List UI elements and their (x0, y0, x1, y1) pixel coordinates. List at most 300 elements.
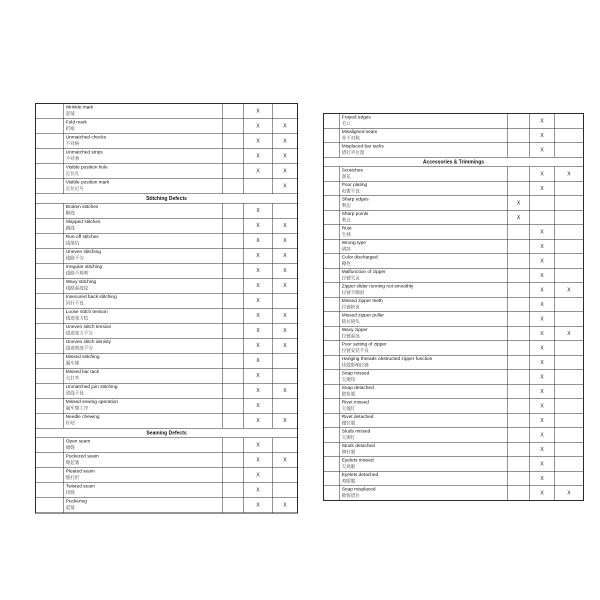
item-number-cell (36, 293, 64, 308)
severity-mark-cell-minor: X (273, 233, 298, 248)
defect-description-cell (64, 353, 223, 368)
defect-row (36, 164, 298, 179)
severity-mark-cell-critical (223, 263, 244, 278)
severity-mark-cell-minor: X (273, 383, 298, 398)
defect-name-en: Wavy stitching (65, 279, 97, 285)
defect-row (324, 326, 584, 341)
defect-name-en: Unmatched strips (65, 149, 103, 155)
severity-mark-cell-minor (273, 398, 298, 413)
defect-name-zh: 爆缝 (65, 445, 75, 450)
item-number-cell (324, 486, 340, 501)
severity-mark-cell-critical (223, 398, 244, 413)
defect-description-cell (340, 384, 508, 399)
defect-description-cell (64, 338, 223, 353)
severity-mark-cell-critical (508, 268, 530, 283)
item-number-cell (36, 368, 64, 383)
severity-mark-cell-minor: X (555, 283, 584, 298)
severity-mark-cell-critical (223, 468, 244, 483)
severity-mark-cell-major: X (244, 134, 273, 149)
severity-mark-cell-critical (508, 128, 530, 143)
item-number-cell (36, 453, 64, 468)
severity-mark-cell-critical (508, 167, 530, 182)
item-number-cell (324, 268, 340, 283)
severity-mark-cell-critical (223, 413, 244, 428)
defect-description-cell (340, 114, 508, 129)
defect-name-zh: 欠撞钉 (341, 406, 356, 411)
item-number-cell (324, 457, 340, 472)
severity-mark-cell-major: X (530, 114, 555, 129)
severity-mark-cell-critical (223, 134, 244, 149)
item-number-cell (36, 218, 64, 233)
section-header-row (36, 428, 298, 438)
defect-row (36, 248, 298, 263)
defect-row (324, 355, 584, 370)
severity-mark-cell-minor: X (273, 134, 298, 149)
defect-description-cell (340, 283, 508, 298)
defect-name-en: Snap missed (341, 370, 370, 376)
defect-name-en: Puckered seam (65, 453, 99, 459)
defect-description-cell (64, 263, 223, 278)
severity-mark-cell-major: X (244, 438, 273, 453)
defect-description-cell (64, 119, 223, 134)
item-number-cell (324, 225, 340, 240)
severity-mark-cell-minor (555, 114, 584, 129)
severity-mark-cell-minor (555, 312, 584, 327)
severity-mark-cell-minor (555, 225, 584, 240)
severity-mark-cell-minor: X (273, 278, 298, 293)
severity-mark-cell-critical (508, 225, 530, 240)
defect-name-en: Color discharged (341, 254, 378, 260)
defect-row (324, 428, 584, 443)
severity-mark-cell-minor: X (273, 308, 298, 323)
defect-row (324, 210, 584, 225)
item-number-cell (36, 438, 64, 453)
severity-mark-cell-minor (555, 181, 584, 196)
defect-name-zh: 电镀不良 (341, 188, 360, 194)
defect-row (324, 457, 584, 472)
defect-row (36, 453, 298, 468)
defect-row (324, 283, 584, 298)
severity-mark-cell-minor: X (273, 323, 298, 338)
item-number-cell (36, 233, 64, 248)
severity-mark-cell-critical (508, 143, 530, 158)
severity-mark-cell-minor (273, 203, 298, 218)
defect-row (324, 181, 584, 196)
defect-name-zh: 欠铆钉 (341, 435, 356, 440)
severity-mark-cell-major: X (244, 338, 273, 353)
defect-name-zh: 缺拉链头 (341, 319, 360, 324)
severity-mark-cell-minor: X (555, 167, 584, 182)
severity-mark-cell-minor: X (273, 119, 298, 134)
defect-description-cell (64, 398, 223, 413)
item-number-cell (324, 167, 340, 182)
defect-name-zh: 缝起皱 (65, 460, 80, 465)
defect-name-zh: 拉链缺齿 (341, 304, 360, 310)
defect-name-zh: 扭缝 (65, 490, 75, 495)
defect-row (36, 483, 298, 498)
severity-mark-cell-critical (508, 297, 530, 312)
defect-name-zh: 线迹张力不匀 (65, 330, 93, 336)
defect-name-en: Missed bar tack (65, 369, 100, 375)
severity-mark-cell-critical (223, 179, 244, 194)
item-number-cell (36, 134, 64, 149)
severity-mark-cell-major: X (530, 254, 555, 269)
defect-name-en: Wrinkle mark (65, 104, 94, 110)
defect-name-en: Missed zipper puller (341, 312, 384, 318)
severity-mark-cell-critical (223, 104, 244, 119)
defect-name-zh: 骨不对称 (341, 135, 360, 141)
defect-description-cell (64, 383, 223, 398)
defect-table-left (35, 103, 298, 514)
item-number-cell (36, 203, 64, 218)
severity-mark-cell-major (244, 179, 273, 194)
severity-mark-cell-critical: X (508, 210, 530, 225)
defect-description-cell (340, 399, 508, 414)
severity-mark-cell-major (530, 196, 555, 211)
severity-mark-cell-major: X (244, 483, 273, 498)
severity-mark-cell-minor: X (273, 498, 298, 513)
severity-mark-cell-minor: X (555, 326, 584, 341)
defect-name-en: Loose stitch tension (65, 309, 108, 315)
defect-description-cell (340, 413, 508, 428)
severity-mark-cell-critical (223, 278, 244, 293)
severity-mark-cell-critical (223, 308, 244, 323)
severity-mark-cell-critical (508, 283, 530, 298)
defect-name-zh: 拉链安装不良 (341, 348, 369, 353)
item-number-cell (324, 254, 340, 269)
severity-mark-cell-minor (555, 128, 584, 143)
defect-description-cell (340, 312, 508, 327)
defect-table-left-body (36, 104, 298, 514)
defect-name-en: Missed sewing operation (65, 399, 119, 405)
defect-table-right-body (324, 114, 584, 501)
defect-name-en: Malfunction of zipper (341, 269, 386, 275)
defect-row (36, 308, 298, 323)
item-number-cell (324, 297, 340, 312)
severity-mark-cell-minor (555, 428, 584, 443)
severity-mark-cell-critical (508, 181, 530, 196)
item-number-cell (36, 308, 64, 323)
defect-description-cell (340, 239, 508, 254)
severity-mark-cell-major: X (244, 453, 273, 468)
severity-mark-cell-critical (508, 312, 530, 327)
severity-mark-cell-major: X (530, 128, 555, 143)
item-number-cell (324, 399, 340, 414)
item-number-cell (324, 384, 340, 399)
defect-description-cell (340, 370, 508, 385)
severity-mark-cell-minor: X (273, 149, 298, 164)
item-number-cell (36, 248, 64, 263)
severity-mark-cell-critical (223, 483, 244, 498)
severity-mark-cell-major: X (244, 413, 273, 428)
defect-name-en: Poor setting of zipper (341, 341, 387, 347)
item-number-cell (36, 498, 64, 513)
defect-name-zh: 欠鸡眼 (341, 464, 356, 469)
severity-mark-cell-critical (508, 457, 530, 472)
severity-mark-cell-major: X (244, 383, 273, 398)
defect-row (324, 254, 584, 269)
severity-mark-cell-critical (508, 114, 530, 129)
defect-row (36, 438, 298, 453)
defect-description-cell (64, 203, 223, 218)
item-number-cell (324, 143, 340, 158)
severity-mark-cell-critical (508, 471, 530, 486)
defect-row (324, 312, 584, 327)
defect-row (36, 468, 298, 483)
item-number-cell (36, 468, 64, 483)
severity-mark-cell-critical (223, 233, 244, 248)
severity-mark-cell-critical (223, 438, 244, 453)
severity-mark-cell-critical (223, 338, 244, 353)
defect-name-zh: 不对格 (65, 141, 80, 146)
item-number-cell (324, 442, 340, 457)
defect-name-en: Run-off stitches (65, 234, 99, 240)
defect-description-cell (64, 164, 223, 179)
defect-row (324, 399, 584, 414)
severity-mark-cell-critical (508, 254, 530, 269)
item-number-cell (36, 353, 64, 368)
defect-name-en: Sharp points (341, 211, 369, 217)
defect-row (36, 323, 298, 338)
defect-row (324, 384, 584, 399)
severity-mark-cell-critical (223, 248, 244, 263)
defect-name-en: Open seam (65, 438, 91, 444)
defect-name-zh: 错款 (341, 246, 351, 252)
defect-description-cell (340, 297, 508, 312)
defect-name-en: Rivet detached (341, 414, 374, 420)
severity-mark-cell-critical (223, 368, 244, 383)
severity-mark-cell-minor (555, 442, 584, 457)
defect-description-cell (64, 468, 223, 483)
defect-description-cell (340, 181, 508, 196)
defect-row (36, 413, 298, 428)
severity-mark-cell-minor: X (273, 263, 298, 278)
severity-mark-cell-major: X (244, 368, 273, 383)
defect-description-cell (340, 210, 508, 225)
severity-mark-cell-minor (555, 210, 584, 225)
defect-name-zh: 起皱 (65, 505, 75, 510)
item-number-cell (324, 283, 340, 298)
severity-mark-cell-minor (555, 471, 584, 486)
defect-name-en: Hanging threads obstructed zipper function (341, 356, 433, 362)
defect-row (324, 442, 584, 457)
severity-mark-cell-major: X (530, 326, 555, 341)
item-number-cell (324, 196, 340, 211)
severity-mark-cell-critical (223, 323, 244, 338)
item-number-cell (36, 119, 64, 134)
severity-mark-cell-major: X (244, 293, 273, 308)
defect-name-zh: 欠揿钮 (341, 377, 356, 382)
defect-row (36, 398, 298, 413)
defect-row (36, 119, 298, 134)
defect-description-cell (64, 233, 223, 248)
item-number-cell (36, 278, 64, 293)
item-number-cell (36, 164, 64, 179)
item-number-cell (36, 104, 64, 119)
defect-row (324, 128, 584, 143)
defect-row (36, 278, 298, 293)
severity-mark-cell-minor: X (555, 486, 584, 501)
defect-table-right (323, 113, 584, 501)
defect-name-zh: 铆钉脱 (341, 449, 356, 455)
severity-mark-cell-critical (508, 413, 530, 428)
severity-mark-cell-minor (555, 196, 584, 211)
item-number-cell (36, 179, 64, 194)
severity-mark-cell-major: X (530, 239, 555, 254)
severity-mark-cell-critical (508, 428, 530, 443)
severity-mark-cell-critical (508, 442, 530, 457)
defect-name-en: Insecured back stitching (65, 294, 117, 300)
defect-row (36, 498, 298, 513)
defect-name-en: Skipped stitches (65, 219, 101, 225)
defect-description-cell (64, 104, 223, 119)
severity-mark-cell-critical (508, 239, 530, 254)
defect-name-en: Rivet missed (341, 399, 369, 405)
severity-mark-cell-major: X (530, 471, 555, 486)
defect-row (36, 218, 298, 233)
item-number-cell (36, 483, 64, 498)
defect-name-en: Rust (341, 225, 352, 231)
defect-row (324, 341, 584, 356)
defect-name-zh: 毛口 (341, 121, 351, 126)
severity-mark-cell-minor (555, 143, 584, 158)
defect-name-en: Puckering (65, 498, 87, 504)
item-number-cell (324, 128, 340, 143)
defect-row (324, 167, 584, 182)
item-number-cell (324, 239, 340, 254)
defect-name-zh: 定位记号 (65, 186, 84, 191)
severity-mark-cell-major: X (244, 119, 273, 134)
severity-mark-cell-minor: X (273, 338, 298, 353)
item-number-cell (324, 312, 340, 327)
defect-row (36, 134, 298, 149)
defect-name-en: Pleated seam (65, 468, 95, 474)
defect-name-en: Needle chewing (65, 414, 100, 420)
severity-mark-cell-major: X (244, 308, 273, 323)
defect-name-en: Snap detached (341, 385, 374, 391)
defect-description-cell (64, 293, 223, 308)
defect-name-zh: 生锈 (341, 232, 351, 237)
severity-mark-cell-minor (273, 438, 298, 453)
severity-mark-cell-major: X (530, 486, 555, 501)
defect-description-cell (340, 225, 508, 240)
severity-mark-cell-major: X (530, 143, 555, 158)
defect-name-en: Eyelets missed (341, 457, 374, 463)
defect-row (36, 203, 298, 218)
defect-description-cell (340, 167, 508, 182)
defect-name-zh: 揿钮错位 (341, 493, 360, 498)
severity-mark-cell-major: X (244, 233, 273, 248)
defect-description-cell (340, 326, 508, 341)
defect-name-en: Missed stitching (65, 354, 100, 360)
defect-row (324, 196, 584, 211)
item-number-cell (324, 326, 340, 341)
severity-mark-cell-major: X (244, 468, 273, 483)
defect-name-en: Fold mark (65, 119, 87, 125)
defect-description-cell (340, 254, 508, 269)
severity-mark-cell-major (530, 210, 555, 225)
defect-name-en: Frayed edges (341, 114, 371, 120)
defect-row (324, 143, 584, 158)
severity-mark-cell-critical (223, 149, 244, 164)
severity-mark-cell-minor (555, 355, 584, 370)
defect-description-cell (64, 149, 223, 164)
severity-mark-cell-minor: X (273, 179, 298, 194)
severity-mark-cell-minor (273, 368, 298, 383)
severity-mark-cell-major: X (244, 323, 273, 338)
severity-mark-cell-critical (508, 341, 530, 356)
defect-name-zh: 针咬 (65, 420, 75, 426)
defect-row (36, 383, 298, 398)
defect-description-cell (340, 143, 508, 158)
defect-name-en: Eyelets detached (341, 472, 379, 478)
defect-name-zh: 线路起波纹 (65, 285, 89, 291)
defect-description-cell (64, 413, 223, 428)
defect-name-zh: 线路不规则 (65, 270, 89, 276)
defect-name-zh: 定位孔 (65, 171, 80, 176)
severity-mark-cell-critical (223, 353, 244, 368)
item-number-cell (36, 263, 64, 278)
severity-mark-cell-minor (273, 353, 298, 368)
defect-row (36, 179, 298, 194)
defect-name-en: Broken stitches (65, 204, 99, 210)
defect-name-zh: 揿钮脱 (341, 391, 356, 397)
defect-name-zh: 褪色 (341, 261, 351, 266)
item-number-cell (36, 338, 64, 353)
severity-mark-cell-minor (555, 399, 584, 414)
severity-mark-cell-critical (508, 326, 530, 341)
severity-mark-cell-major: X (244, 278, 273, 293)
defect-name-zh: 拉链起浪 (341, 333, 360, 339)
severity-mark-cell-major: X (244, 218, 273, 233)
severity-mark-cell-major: X (530, 457, 555, 472)
severity-mark-cell-critical (223, 498, 244, 513)
severity-mark-cell-minor (555, 370, 584, 385)
severity-mark-cell-critical (223, 453, 244, 468)
defect-row (324, 413, 584, 428)
severity-mark-cell-minor (273, 104, 298, 119)
severity-mark-cell-critical (223, 203, 244, 218)
defect-name-en: Zipper slider running not smoothly (341, 283, 414, 289)
defect-row (324, 268, 584, 283)
item-number-cell (324, 341, 340, 356)
defect-description-cell (340, 341, 508, 356)
defect-description-cell (340, 428, 508, 443)
defect-name-en: Wavy zipper (341, 327, 368, 333)
defect-description-cell (64, 218, 223, 233)
defect-description-cell (64, 248, 223, 263)
defect-description-cell (64, 134, 223, 149)
defect-row (36, 233, 298, 248)
severity-mark-cell-minor: X (273, 248, 298, 263)
severity-mark-cell-major: X (244, 149, 273, 164)
severity-mark-cell-minor (555, 268, 584, 283)
defect-description-cell (340, 486, 508, 501)
severity-mark-cell-major: X (244, 203, 273, 218)
defect-description-cell (64, 498, 223, 513)
defect-row (36, 104, 298, 119)
defect-description-cell (340, 196, 508, 211)
severity-mark-cell-major: X (530, 283, 555, 298)
severity-mark-cell-major: X (530, 297, 555, 312)
defect-name-en: Sharp edges (341, 196, 369, 202)
severity-mark-cell-critical (508, 486, 530, 501)
defect-description-cell (64, 483, 223, 498)
section-header-row (324, 157, 584, 167)
severity-mark-cell-critical (223, 383, 244, 398)
severity-mark-cell-major: X (244, 248, 273, 263)
defect-name-en: Irregular stitching (65, 264, 103, 270)
